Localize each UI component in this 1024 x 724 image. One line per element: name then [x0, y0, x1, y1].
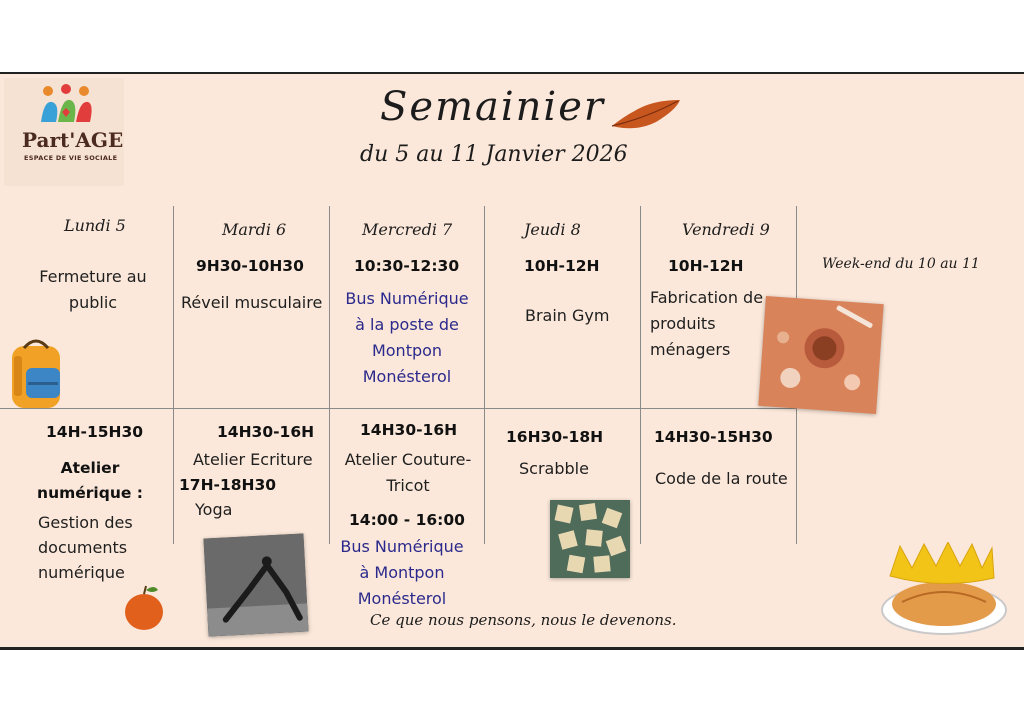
day-jeudi: Jeudi 8 — [524, 220, 581, 239]
scrabble-photo — [550, 500, 630, 578]
mercredi-afternoon-time: 14H30-16H — [360, 421, 458, 439]
leaf-icon — [606, 96, 684, 136]
jeudi-morning-activity: Brain Gym — [525, 306, 610, 325]
apple-icon — [122, 584, 166, 632]
grid-line — [640, 206, 641, 544]
mercredi-morning-activity: Bus Numérique à la poste de Montpon Monésterol — [345, 289, 469, 386]
day-vendredi: Vendredi 9 — [682, 220, 770, 239]
day-weekend: Week-end du 10 au 11 — [822, 256, 980, 272]
mardi-evening-time: 17H-18H30 — [179, 476, 277, 494]
mercredi-afternoon-bus: Bus Numérique à Montpon Monésterol — [340, 537, 464, 608]
lundi-afternoon-title: Atelier numérique : — [37, 459, 143, 502]
logo-name: Part'AGE — [22, 128, 124, 152]
backpack-icon — [4, 336, 68, 412]
mercredi-afternoon-activity: Atelier Couture- Tricot — [344, 450, 472, 495]
vendredi-afternoon-time: 14H30-15H30 — [654, 428, 773, 446]
mardi-evening-activity: Yoga — [195, 500, 233, 519]
logo-subtitle: ESPACE DE VIE SOCIALE — [24, 154, 118, 162]
grid-line — [484, 206, 485, 544]
grid-line — [329, 206, 330, 544]
mercredi-afternoon-time2: 14:00 - 16:00 — [349, 511, 465, 529]
lundi-morning: Fermeture au public — [39, 267, 147, 312]
jeudi-afternoon-time: 16H30-18H — [506, 428, 604, 446]
page-title: Semainier — [380, 84, 605, 130]
cosmetics-image — [758, 296, 883, 414]
mardi-morning-time: 9H30-10H30 — [196, 257, 304, 275]
motto: Ce que nous pensons, nous le devenons. — [370, 611, 677, 629]
grid-line — [0, 408, 796, 409]
weekly-planner — [0, 72, 1024, 650]
vendredi-morning-activity: Fabrication de produits ménagers — [650, 288, 764, 359]
vendredi-afternoon-activity: Code de la route — [655, 469, 788, 488]
page-subtitle: du 5 au 11 Janvier 2026 — [360, 142, 628, 167]
lundi-afternoon-time: 14H-15H30 — [46, 423, 144, 441]
yoga-photo — [204, 533, 309, 636]
galette-crown-icon — [878, 542, 1010, 638]
lundi-afternoon-activity: Gestion des documents numérique — [38, 513, 133, 582]
grid-line — [173, 206, 174, 544]
jeudi-afternoon-activity: Scrabble — [519, 459, 589, 478]
scrabble-tiles-image — [550, 500, 630, 578]
day-lundi: Lundi 5 — [64, 216, 126, 235]
mardi-afternoon-activity: Atelier Ecriture — [193, 450, 313, 469]
vendredi-morning-time: 10H-12H — [668, 257, 744, 275]
jeudi-morning-time: 10H-12H — [524, 257, 600, 275]
day-mardi: Mardi 6 — [222, 220, 287, 239]
mercredi-morning-time: 10:30-12:30 — [354, 257, 460, 275]
logo — [4, 78, 124, 186]
yoga-image — [204, 533, 309, 636]
mardi-morning-activity: Réveil musculaire — [181, 293, 323, 312]
mardi-afternoon-time: 14H30-16H — [217, 423, 315, 441]
products-photo — [758, 296, 883, 414]
people-logo-icon — [38, 82, 94, 126]
day-mercredi: Mercredi 7 — [362, 220, 453, 239]
